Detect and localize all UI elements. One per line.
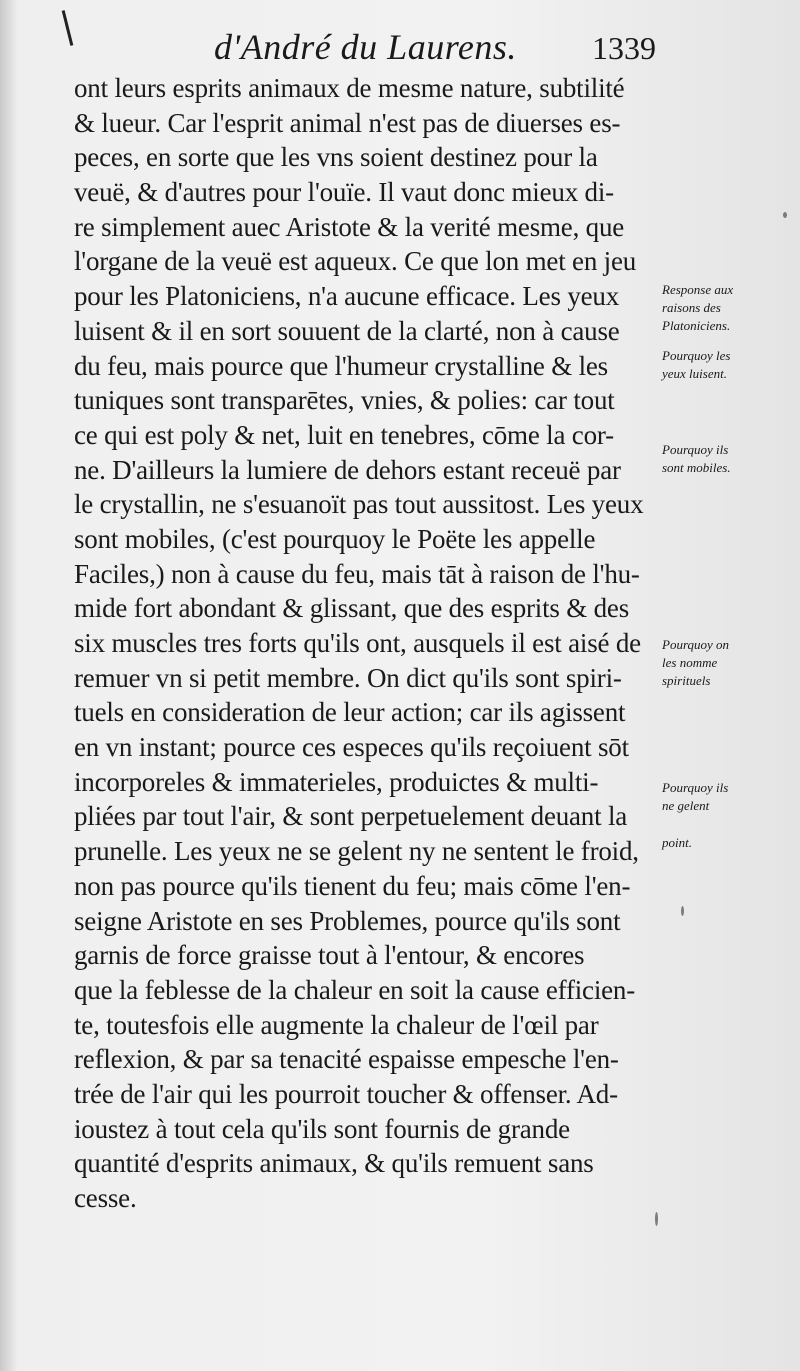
text-line: Faciles,) non à cause du feu, mais tāt à raison de l'hu- bbox=[74, 558, 640, 589]
margin-note-line: Response aux bbox=[662, 282, 734, 297]
margin-notes bbox=[662, 0, 792, 1371]
text-line: ioustez à tout cela qu'ils sont fournis de grande bbox=[74, 1113, 570, 1144]
running-head-title: d'André du Laurens. bbox=[214, 27, 517, 67]
text-line: pliées par tout l'air, & sont perpetuelement deuant la bbox=[74, 801, 628, 832]
text-line: sont mobiles, (c'est pourquoy le Poëte les appelle bbox=[74, 523, 596, 554]
margin-note-line: Pourquoy ils bbox=[662, 780, 729, 795]
text-line: ont leurs esprits animaux de mesme nature, subtilité bbox=[74, 73, 625, 103]
text-line: ne. D'ailleurs la lumiere de dehors estant receuë par bbox=[74, 454, 621, 485]
margin-note-line: Pourquoy on bbox=[662, 637, 730, 652]
text-line: que la feblesse de la chaleur en soit la cause efficien- bbox=[74, 974, 636, 1005]
text-line: tuniques sont transparētes, vnies, & polies: car tout bbox=[74, 385, 615, 416]
margin-note-line: ne gelent bbox=[662, 798, 710, 813]
margin-note bbox=[662, 834, 792, 852]
margin-note bbox=[662, 281, 792, 335]
text-line: non pas pource qu'ils tienent du feu; mais cōme l'en- bbox=[74, 870, 631, 901]
text-line: remuer vn si petit membre. On dict qu'ils sont spiri- bbox=[74, 662, 622, 693]
margin-note-line: raisons des bbox=[662, 300, 721, 315]
text-line: quantité d'esprits animaux, & qu'ils remuent sans bbox=[74, 1148, 594, 1179]
text-line: cesse. bbox=[74, 1183, 137, 1213]
text-line: en vn instant; pource ces especes qu'ils reçoiuent sōt bbox=[74, 732, 629, 763]
margin-note bbox=[662, 347, 792, 383]
text-line: le crystallin, ne s'esuanoït pas tout aussitost. Les yeux bbox=[74, 489, 644, 520]
ink-speck bbox=[655, 1212, 658, 1226]
margin-note-line: Pourquoy ils bbox=[662, 442, 729, 457]
text-line: ce qui est poly & net, luit en tenebres, cōme la cor- bbox=[74, 419, 614, 450]
text-line: re simplement auec Aristote & la verité mesme, que bbox=[74, 211, 625, 242]
text-line: six muscles tres forts qu'ils ont, ausquels il est aisé de bbox=[74, 628, 641, 658]
text-line: incorporeles & immaterieles, produictes & multi- bbox=[74, 766, 599, 797]
page-number: 1339 bbox=[592, 30, 656, 66]
margin-note bbox=[662, 779, 792, 815]
margin-note-line: Platoniciens. bbox=[662, 318, 731, 333]
margin-note-line: point. bbox=[662, 835, 692, 850]
margin-note bbox=[662, 636, 792, 690]
margin-note-line: sont mobiles. bbox=[662, 460, 731, 475]
text-line: reflexion, & par sa tenacité espaisse empesche l'en- bbox=[74, 1044, 619, 1075]
text-line: & lueur. Car l'esprit animal n'est pas de diuerses es- bbox=[74, 107, 621, 138]
margin-note bbox=[662, 441, 792, 477]
text-line: peces, en sorte que les vns soient destinez pour la bbox=[74, 142, 598, 173]
margin-note-line: les nomme bbox=[662, 655, 718, 670]
margin-note-line: Pourquoy les bbox=[662, 348, 731, 363]
body-text bbox=[74, 71, 664, 1216]
ink-speck bbox=[681, 906, 684, 916]
text-line: l'organe de la veuë est aqueux. Ce que lon met en jeu bbox=[74, 246, 637, 277]
text-line: tuels en consideration de leur action; car ils agissent bbox=[74, 697, 626, 728]
text-line: du feu, mais pource que l'humeur crystalline & les bbox=[74, 350, 608, 381]
text-line: pour les Platoniciens, n'a aucune efficace. Les yeux bbox=[74, 281, 619, 312]
ink-speck bbox=[783, 212, 787, 218]
margin-note-line: yeux luisent. bbox=[662, 366, 727, 381]
text-line: veuë, & d'autres pour l'ouïe. Il vaut donc mieux di- bbox=[74, 177, 614, 208]
text-line: mide fort abondant & glissant, que des esprits & des bbox=[74, 593, 630, 624]
text-line: te, toutesfois elle augmente la chaleur de l'œil par bbox=[74, 1009, 599, 1040]
text-line: garnis de force graisse tout à l'entour, & encores bbox=[74, 940, 585, 971]
margin-note-line: spirituels bbox=[662, 673, 711, 688]
text-line: seigne Aristote en ses Problemes, pource qu'ils sont bbox=[74, 905, 621, 936]
text-line: luisent & il en sort souuent de la clarté, non à cause bbox=[74, 315, 620, 346]
text-line: trée de l'air qui les pourroit toucher & offenser. Ad- bbox=[74, 1078, 618, 1109]
text-line: prunelle. Les yeux ne se gelent ny ne sentent le froid, bbox=[74, 836, 639, 867]
